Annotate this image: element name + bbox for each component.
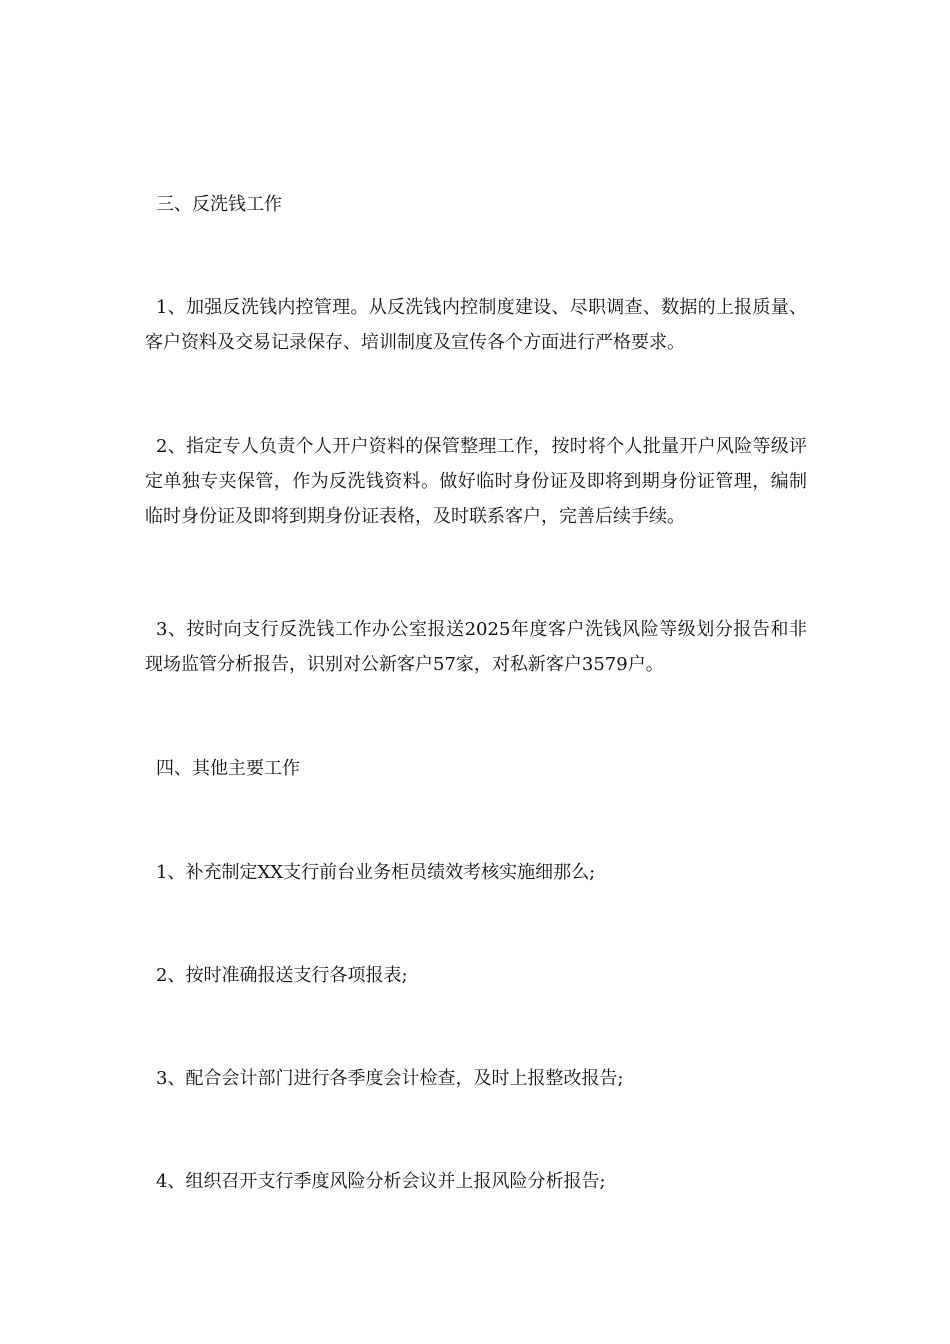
section-heading-other-work: 四、其他主要工作 xyxy=(156,758,300,779)
paragraph-aml-item-3: 3、按时向支行反洗钱工作办公室报送2025年度客户洗钱风险等级划分报告和非现场监管分析报告，识别对公新客户57家，对私新客户3579户。 xyxy=(145,619,807,675)
paragraph-other-item-1: 1、补充制定XX支行前台业务柜员绩效考核实施细那么; xyxy=(156,862,596,883)
section-heading-anti-money-laundering: 三、反洗钱工作 xyxy=(156,194,282,215)
paragraph-other-item-4: 4、组织召开支行季度风险分析会议并上报风险分析报告; xyxy=(156,1171,606,1192)
paragraph-aml-item-1: 1、加强反洗钱内控管理。从反洗钱内控制度建设、尽职调查、数据的上报质量、客户资料及交易记录保存、培训制度及宣传各个方面进行严格要求。 xyxy=(145,297,807,353)
paragraph-aml-item-2: 2、指定专人负责个人开户资料的保管整理工作，按时将个人批量开户风险等级评定单独专夹保管，作为反洗钱资料。做好临时身份证及即将到期身份证管理，编制临时身份证及即将到期身份证表格，及时联系客户，完善后续手续。 xyxy=(145,436,807,527)
paragraph-other-item-2: 2、按时准确报送支行各项报表; xyxy=(156,965,408,986)
paragraph-other-item-3: 3、配合会计部门进行各季度会计检查，及时上报整改报告; xyxy=(156,1068,624,1089)
